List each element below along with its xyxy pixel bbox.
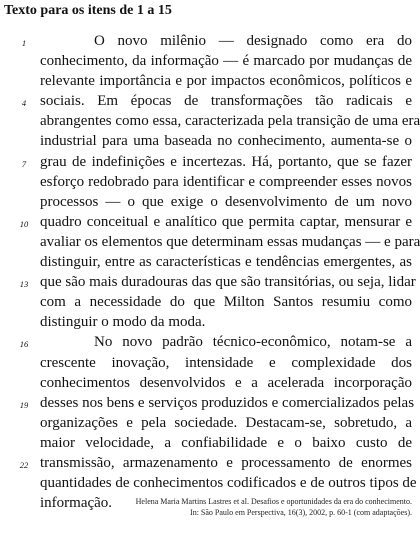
line-text: conhecimento, da informação — é marcado por mudanças de bbox=[40, 53, 412, 70]
citation-line-2: In: São Paulo em Perspectiva, 16(3), 2002, p. 60-1 (com adaptações). bbox=[190, 508, 412, 517]
citation-line-1: Helena Maria Martins Lastres et al. Desafios e oportunidades da era do conhecimento. bbox=[135, 497, 412, 506]
line-text: O novo milênio — designado como era do bbox=[94, 33, 412, 49]
text-line bbox=[0, 353, 420, 373]
text-line bbox=[0, 71, 420, 91]
line-text: distinguir, entre as características e tendências emergentes, as bbox=[40, 254, 412, 271]
line-text: que são mais duradouras das que são transitórias, ou seja, lidar bbox=[40, 274, 416, 291]
text-line bbox=[0, 393, 420, 413]
text-line bbox=[0, 91, 420, 111]
text-line bbox=[0, 111, 420, 131]
citation bbox=[40, 496, 412, 518]
text-line bbox=[0, 373, 420, 393]
text-line bbox=[0, 413, 420, 433]
line-number: 1 bbox=[21, 38, 27, 48]
line-text: avaliar os elementos que determinam essas mudanças — e para bbox=[40, 233, 420, 250]
line-text: processos — o que exige o desenvolvimento de um novo bbox=[40, 193, 412, 210]
line-text: abrangentes como essa, caracterizada pela transição de uma era bbox=[40, 113, 420, 130]
line-text: No novo padrão técnico-econômico, notam-se a bbox=[94, 334, 412, 351]
line-text: crescente inovação, intensidade e complexidade dos bbox=[40, 354, 412, 371]
text-body bbox=[0, 31, 420, 513]
text-line bbox=[0, 292, 420, 312]
line-text: relevante importância e por impactos econômicos, políticos e bbox=[40, 73, 412, 90]
text-line bbox=[0, 332, 420, 352]
line-text: informação. bbox=[40, 495, 113, 512]
line-number: 19 bbox=[19, 399, 29, 410]
text-line bbox=[0, 31, 420, 51]
text-line bbox=[0, 131, 420, 151]
text-line bbox=[0, 51, 420, 71]
text-line bbox=[0, 433, 420, 453]
text-line bbox=[0, 232, 420, 252]
text-line bbox=[0, 212, 420, 232]
line-text: sociais. Em épocas de transformações tão radicais e bbox=[40, 93, 412, 110]
text-line bbox=[0, 473, 420, 493]
line-number: 7 bbox=[21, 158, 27, 169]
text-line bbox=[0, 272, 420, 292]
line-text: distinguir o modo da moda. bbox=[40, 314, 206, 331]
line-text: com a necessidade do que Milton Santos resumiu como bbox=[40, 294, 412, 311]
line-text: desses nos bens e serviços produzidos e comercializados pelas bbox=[40, 394, 415, 411]
line-text: transmissão, armazenamento e processamento de enormes bbox=[40, 454, 412, 471]
line-number: 4 bbox=[21, 98, 27, 109]
text-line bbox=[0, 312, 420, 332]
line-text: grau de indefinições e incertezas. Há, portanto, que se fazer bbox=[40, 153, 412, 170]
text-line bbox=[0, 453, 420, 473]
line-text: industrial para uma baseada no conhecimento, aumenta-se o bbox=[40, 133, 412, 150]
line-text: maior velocidade, a confiabilidade e o baixo custo de bbox=[40, 434, 412, 451]
line-number: 10 bbox=[19, 218, 29, 229]
text-line bbox=[0, 192, 420, 212]
line-text: quantidades de conhecimentos codificados e de outros tipos de bbox=[40, 475, 417, 492]
text-line bbox=[0, 152, 420, 172]
line-text: conhecimentos desenvolvidos e a acelerada incorporação bbox=[40, 374, 412, 391]
line-text: organizações e pela sociedade. Destacam-se, sobretudo, a bbox=[40, 414, 412, 431]
line-number: 13 bbox=[19, 279, 29, 290]
text-line bbox=[0, 252, 420, 272]
line-number: 22 bbox=[19, 459, 29, 470]
line-text: quadro conceitual e analítico que permita captar, mensurar e bbox=[40, 213, 412, 230]
text-line bbox=[0, 172, 420, 192]
line-number: 16 bbox=[19, 339, 29, 350]
page-heading: Texto para os itens de 1 a 15 bbox=[4, 3, 172, 18]
line-text: esforço redobrado para identificar e compreender esses novos bbox=[40, 173, 412, 190]
